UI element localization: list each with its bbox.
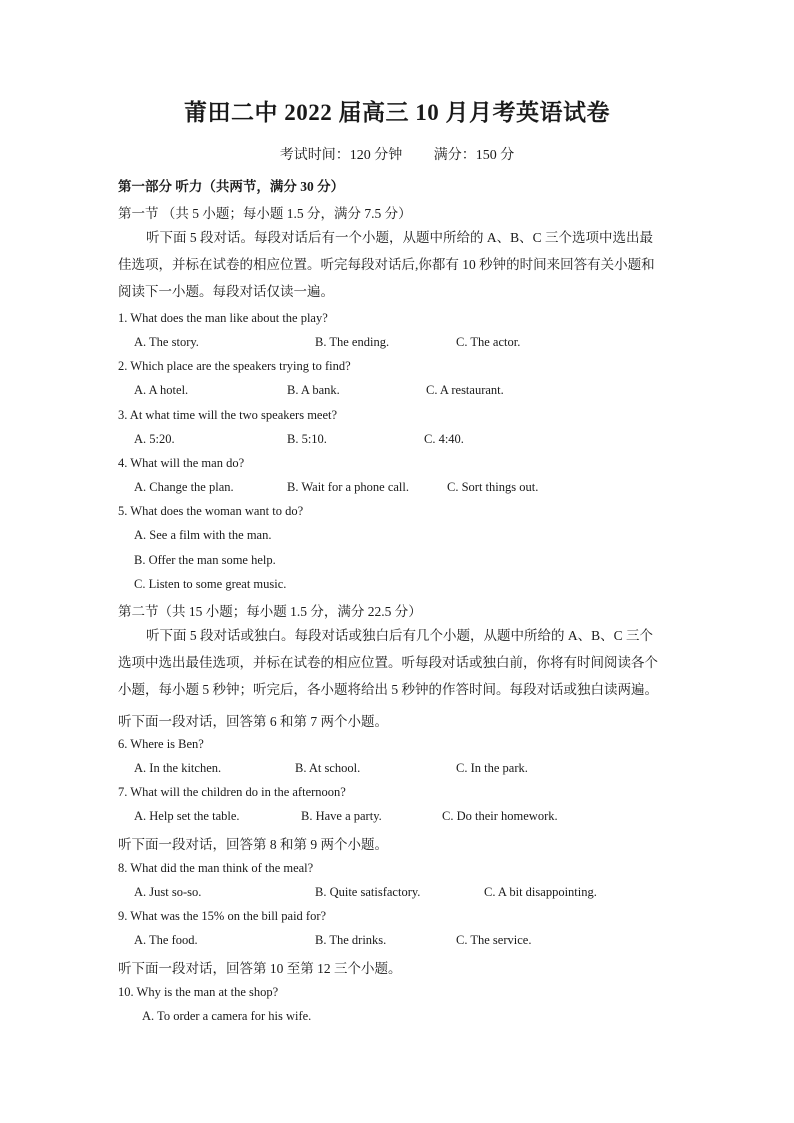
question-9: 9. What was the 15% on the bill paid for? bbox=[118, 909, 327, 923]
q7-option-c: C. Do their homework. bbox=[442, 809, 558, 823]
q4-option-b: B. Wait for a phone call. bbox=[287, 480, 409, 494]
q8-option-a: A. Just so-so. bbox=[134, 885, 202, 899]
exam-info: 考试时间：120 分钟 满分：150 分 bbox=[279, 148, 515, 163]
q7-option-b: B. Have a party. bbox=[301, 809, 382, 823]
q8-option-c: C. A bit disappointing. bbox=[484, 885, 597, 899]
group3-intro: 听下面一段对话，回答第 10 至第 12 三个小题。 bbox=[118, 961, 402, 976]
q3-option-c: C. 4:40. bbox=[424, 432, 464, 446]
q1-option-c: C. The actor. bbox=[456, 335, 521, 349]
question-1: 1. What does the man like about the play? bbox=[118, 311, 328, 325]
q3-option-a: A. 5:20. bbox=[134, 432, 175, 446]
q10-option-a: A. To order a camera for his wife. bbox=[142, 1009, 312, 1023]
q4-option-a: A. Change the plan. bbox=[134, 480, 234, 494]
q5-option-c: C. Listen to some great music. bbox=[134, 577, 287, 591]
section1-instructions bbox=[118, 224, 678, 305]
group1-intro: 听下面一段对话，回答第 6 和第 7 两个小题。 bbox=[118, 714, 388, 729]
question-5: 5. What does the woman want to do? bbox=[118, 504, 304, 518]
part1-heading: 第一部分 听力（共两节，满分 30 分） bbox=[118, 179, 345, 194]
q6-option-c: C. In the park. bbox=[456, 761, 528, 775]
question-3: 3. At what time will the two speakers meet? bbox=[118, 408, 338, 422]
instruction-line: 听下面 5 段对话。每段对话后有一个小题，从题中所给的 A、B、C 三个选项中选出最 bbox=[146, 230, 654, 245]
q2-option-b: B. A bank. bbox=[287, 383, 340, 397]
page-title: 莆田二中 2022 届高三 10 月月考英语试卷 bbox=[184, 100, 610, 125]
question-8: 8. What did the man think of the meal? bbox=[118, 861, 314, 875]
section1-heading: 第一节 （共 5 小题；每小题 1.5 分，满分 7.5 分） bbox=[118, 206, 412, 221]
q5-option-a: A. See a film with the man. bbox=[134, 528, 272, 542]
question-6: 6. Where is Ben? bbox=[118, 737, 204, 751]
q9-option-c: C. The service. bbox=[456, 933, 532, 947]
instruction-line: 佳选项，并标在试卷的相应位置。听完每段对话后,你都有 10 秒钟的时间来回答有关小题和 bbox=[118, 257, 655, 272]
instruction-line: 选项中选出最佳选项，并标在试卷的相应位置。听每段对话或独白前，你将有时间阅读各个 bbox=[118, 655, 658, 670]
section2-heading: 第二节（共 15 小题；每小题 1.5 分，满分 22.5 分） bbox=[118, 604, 422, 619]
group2-intro: 听下面一段对话，回答第 8 和第 9 两个小题。 bbox=[118, 837, 388, 852]
q6-option-b: B. At school. bbox=[295, 761, 361, 775]
question-7: 7. What will the children do in the afternoon? bbox=[118, 785, 346, 799]
q7-option-a: A. Help set the table. bbox=[134, 809, 240, 823]
q9-option-b: B. The drinks. bbox=[315, 933, 387, 947]
instruction-line: 阅读下一小题。每段对话仅读一遍。 bbox=[118, 284, 334, 299]
question-2: 2. Which place are the speakers trying to find? bbox=[118, 359, 351, 373]
question-10: 10. Why is the man at the shop? bbox=[118, 985, 279, 999]
q2-option-a: A. A hotel. bbox=[134, 383, 189, 397]
q8-option-b: B. Quite satisfactory. bbox=[315, 885, 421, 899]
q9-option-a: A. The food. bbox=[134, 933, 198, 947]
q2-option-c: C. A restaurant. bbox=[426, 383, 504, 397]
q3-option-b: B. 5:10. bbox=[287, 432, 327, 446]
q1-option-a: A. The story. bbox=[134, 335, 199, 349]
q1-option-b: B. The ending. bbox=[315, 335, 390, 349]
instruction-line: 小题，每小题 5 秒钟；听完后，各小题将给出 5 秒钟的作答时间。每段对话或独白读两遍。 bbox=[118, 682, 658, 697]
instruction-line: 听下面 5 段对话或独白。每段对话或独白后有几个小题，从题中所给的 A、B、C 三个 bbox=[146, 628, 654, 643]
section2-instructions bbox=[118, 622, 678, 703]
q6-option-a: A. In the kitchen. bbox=[134, 761, 222, 775]
q4-option-c: C. Sort things out. bbox=[447, 480, 539, 494]
question-4: 4. What will the man do? bbox=[118, 456, 245, 470]
q5-option-b: B. Offer the man some help. bbox=[134, 553, 276, 567]
